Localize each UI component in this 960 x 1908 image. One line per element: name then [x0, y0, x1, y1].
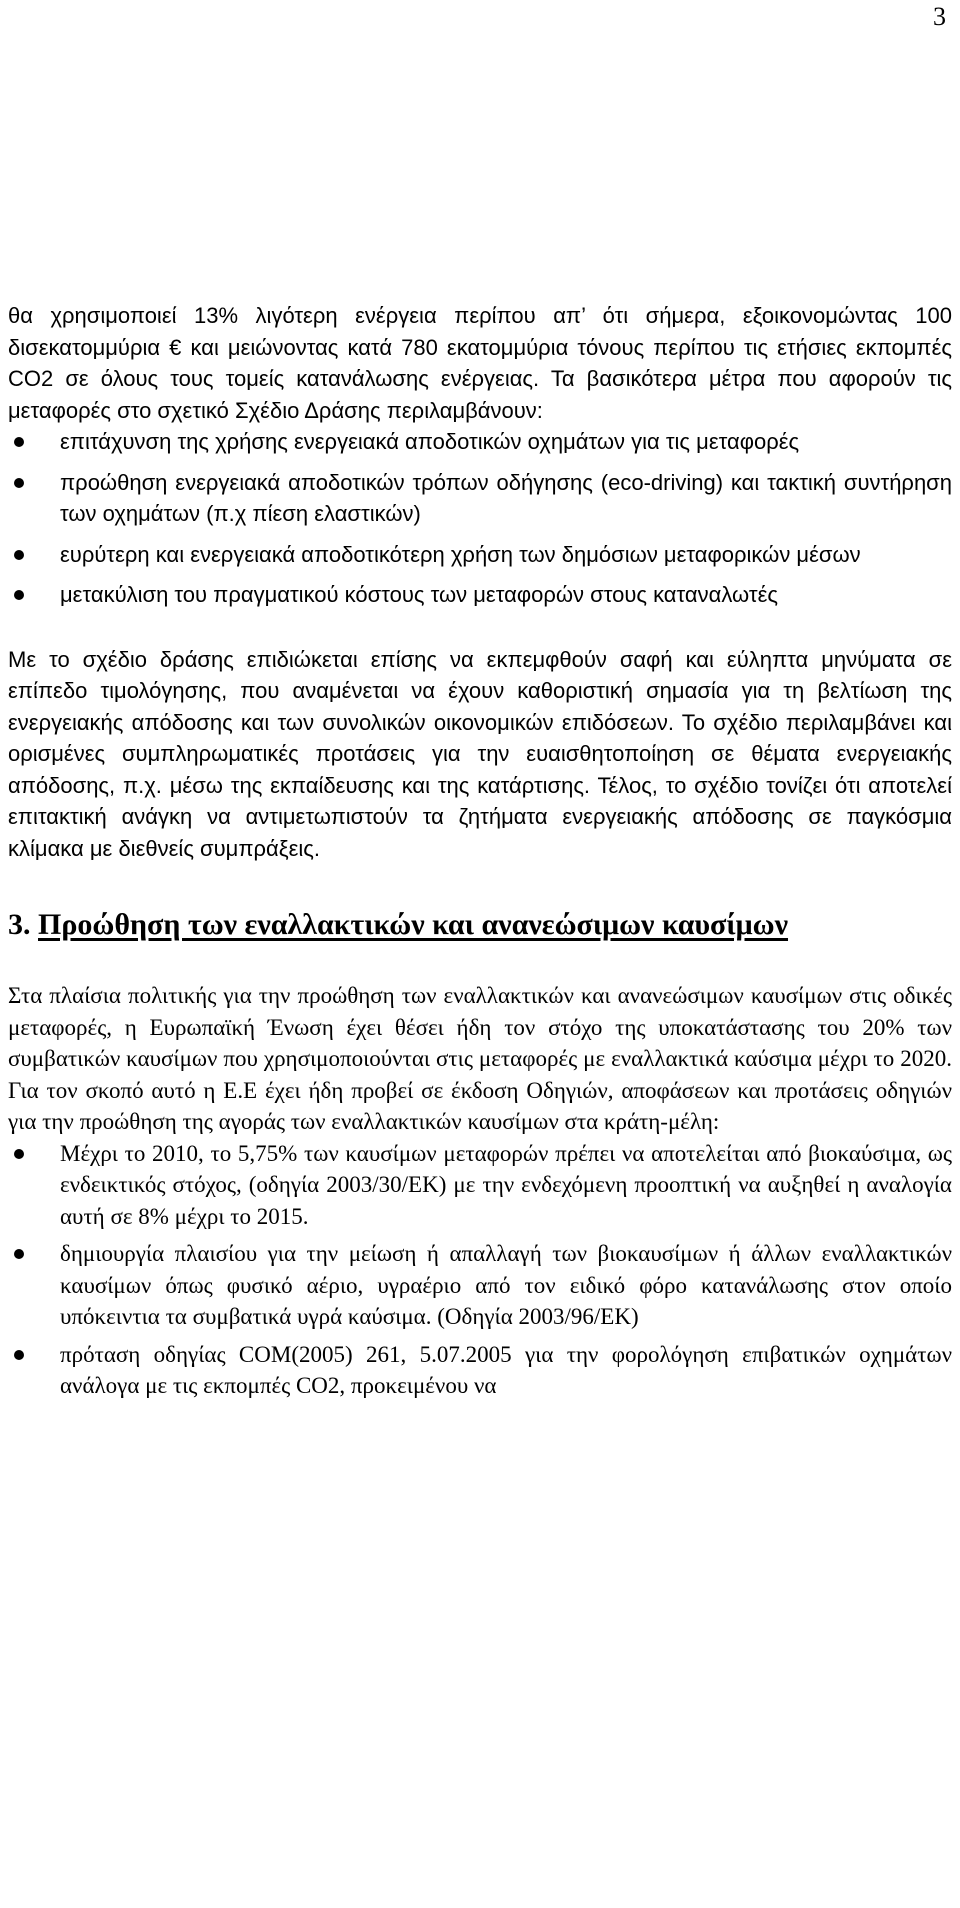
list-item-text: Μέχρι το 2010, το 5,75% των καυσίμων μεταφορών πρέπει να αποτελείται από βιοκαύσιμα, ως ενδεικτικός στόχος, (οδηγία 2003/30/ΕΚ) με την ενδεχόμενη προοπτική να αυξηθεί η αναλογία αυτή σε 8% μέχρι το 2015. [60, 1140, 952, 1229]
bullet-icon [14, 1249, 24, 1259]
list-item [8, 1238, 952, 1333]
bullet-icon [14, 550, 24, 560]
list-item [8, 579, 952, 611]
section-title: Προώθηση των εναλλακτικών και ανανεώσιμων καυσίμων [38, 908, 789, 941]
list-item-text: επιτάχυνση της χρήσης ενεργειακά αποδοτικών οχημάτων για τις μεταφορές [60, 429, 800, 454]
list-item [8, 1339, 952, 1402]
page-content [8, 300, 952, 1408]
list-item [8, 467, 952, 530]
bullet-icon [14, 437, 24, 447]
spacer [8, 620, 952, 644]
spacer [8, 864, 952, 904]
page-number: 3 [933, 2, 946, 31]
eu-measures-list [8, 1138, 952, 1402]
list-item-text: ευρύτερη και ενεργειακά αποδοτικότερη χρήση των δημόσιων μεταφορικών μέσων [60, 541, 861, 567]
bullet-icon [14, 1149, 24, 1159]
intro-paragraph: θα χρησιμοποιεί 13% λιγότερη ενέργεια περίπου απ’ ότι σήμερα, εξοικονομώντας 100 δισεκατομμύρια € και μειώνοντας κατά 780 εκατομμύρια τόνους περίπου τις ετήσιες εκπομπές CO2 σε όλους τους τομείς κατανάλωσης ενέργειας. Τα βασικότερα μέτρα που αφορούν τις μεταφορές στο σχετικό Σχέδιο Δράσης περιλαμβάνουν: [8, 303, 952, 423]
action-plan-paragraph: Με το σχέδιο δράσης επιδιώκεται επίσης να εκπεμφθούν σαφή και εύληπτα μηνύματα σε επίπεδο τιμολόγησης, που αναμένεται να έχουν καθοριστική σημασία για τη βελτίωση της ενεργειακής απόδοσης και των συνολικών οικονομικών επιδόσεων. Το σχέδιο περιλαμβάνει και ορισμένες συμπληρωματικές προτάσεις για την ευαισθητοποίηση σε θέματα ενεργειακής απόδοσης, π.χ. μέσω της εκπαίδευσης και της κατάρτισης. Τέλος, το σχέδιο τονίζει ότι αποτελεί επιτακτική ανάγκη να αντιμετωπιστούν τα ζητήματα ενεργειακής απόδοσης σε παγκόσμια κλίμακα με διεθνείς συμπράξεις. [8, 646, 952, 861]
list-item-text: δημιουργία πλαισίου για την μείωση ή απαλλαγή των βιοκαυσίμων ή άλλων εναλλακτικών καυσίμων όπως φυσικό αέριο, υγραέριο από τον ειδικό φόρο κατανάλωσης στον οποίο υπόκειντια τα συμβατικά υγρά καύσιμα. (Οδηγία 2003/96/ΕΚ) [60, 1241, 952, 1329]
spacer [8, 946, 952, 980]
list-item [8, 1138, 952, 1233]
list-item-text: πρόταση οδηγίας COM(2005) 261, 5.07.2005 για την φορολόγηση επιβατικών οχημάτων ανάλογα με τις εκπομπές CO2, προκειμένου να [60, 1341, 952, 1398]
bullet-icon [14, 478, 24, 488]
list-item-text: μετακύλιση του πραγματικού κόστους των μεταφορών στους καταναλωτές [60, 582, 778, 607]
section-number: 3. [8, 908, 31, 941]
list-item [8, 539, 952, 571]
bullet-icon [14, 590, 24, 600]
bullet-icon [14, 1350, 24, 1360]
section-heading [8, 904, 952, 946]
section-paragraph: Στα πλαίσια πολιτικής για την προώθηση των εναλλακτικών και ανανεώσιμων καυσίμων στις οδικές μεταφορές, η Ευρωπαϊκή Ένωση έχει θέσει ήδη τον στόχο της υποκατάστασης του 20% των συμβατικών καυσίμων που χρησιμοποιούνται στις μεταφορές με εναλλακτικά καύσιμα μέχρι το 2020. Για τον σκοπό αυτό η Ε.Ε έχει ήδη προβεί σε έκδοση Οδηγιών, αποφάσεων και προτάσεις οδηγιών για την προώθηση της αγοράς των εναλλακτικών καυσίμων στα κράτη-μέλη: [8, 983, 952, 1134]
list-item [8, 426, 952, 458]
list-item-text: προώθηση ενεργειακά αποδοτικών τρόπων οδήγησης (eco-driving) και τακτική συντήρηση των οχημάτων (π.χ πίεση ελαστικών) [60, 469, 952, 526]
transport-measures-list [8, 426, 952, 611]
